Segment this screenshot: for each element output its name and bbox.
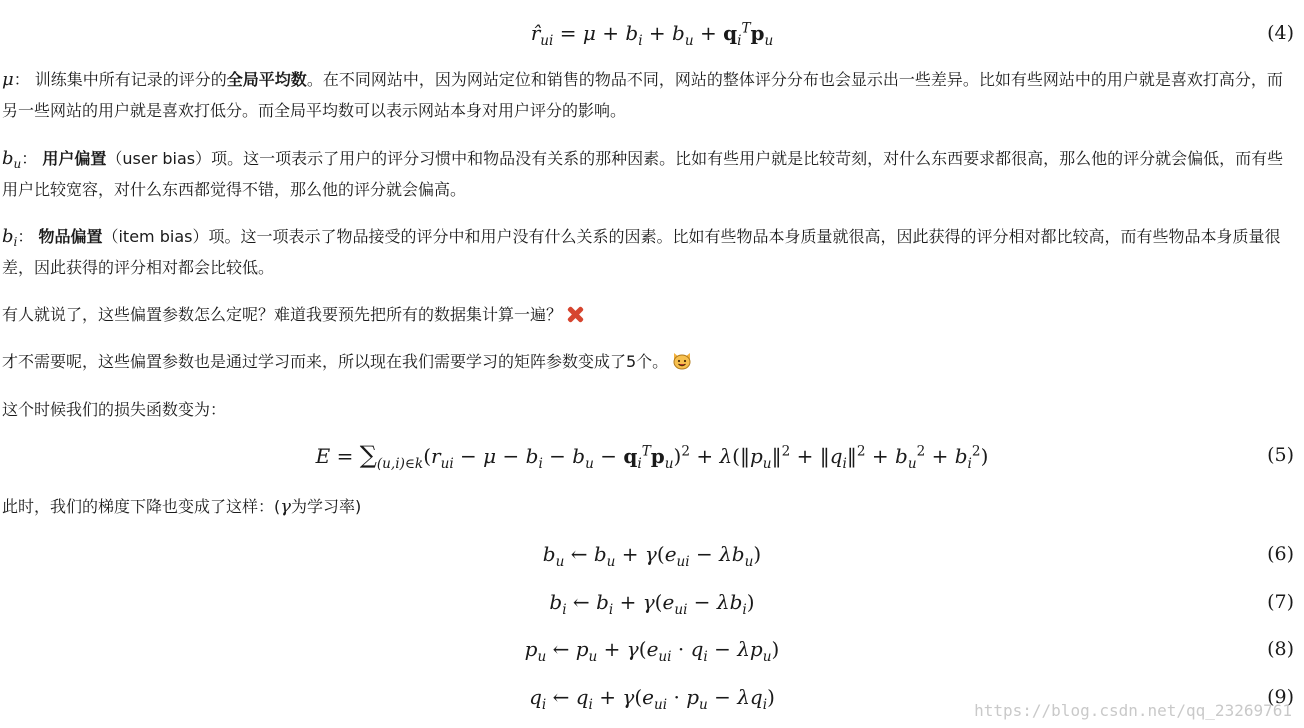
paragraph-answer bbox=[2, 346, 1292, 377]
equation-5-number: (5) bbox=[1267, 444, 1294, 466]
symbol-gamma: γ bbox=[280, 496, 292, 517]
bi-text: （item bias）项。这一项表示了物品接受的评分中和用户没有什么关系的因素。比如有些物品本身质量就很高，因此获得的评分相对都比较高，而有些物品本身质量很差，因此获得的评分相对都会比较低。 bbox=[2, 227, 1281, 277]
equation-4-formula: $r̂_{ui} = \mu + b_i + b_u + q_i^Tp_u$ bbox=[530, 20, 774, 49]
paragraph-item-bias bbox=[2, 221, 1292, 283]
bu-text: （user bias）项。这一项表示了用户的评分习惯中和物品没有关系的那种因素。比如有些用户就是比较苛刻，对什么东西要求都很高，那么他的评分就会偏低，而有些用户比较宽容，对什么东西都觉得不错，那么他的评分就会偏高。 bbox=[2, 149, 1284, 199]
grad-intro-b: 为学习率) bbox=[291, 497, 362, 516]
bi-sep: ： bbox=[17, 227, 39, 246]
grad-intro-a: 此时，我们的梯度下降也变成了这样：( bbox=[2, 497, 281, 516]
mu-text: 。在不同网站中，因为网站定位和销售的物品不同，网站的整体评分分布也会显示出一些差异。比如有些网站中的用户就是喜欢打高分，而另一些网站的用户就是喜欢打低分。而全局平均数可以表示网站本身对用户评分的影响。 bbox=[2, 70, 1283, 120]
symbol-mu: μ bbox=[2, 69, 14, 90]
equation-6-formula: $b_u$ ← $b_u + \gamma(e_{ui} - \lambda b_u)$ bbox=[542, 542, 762, 570]
equation-7-formula: $b_i$ ← $b_i + \gamma(e_{ui} - \lambda b_i)$ bbox=[549, 590, 755, 618]
bu-bold-term: 用户偏置 bbox=[42, 149, 107, 168]
symbol-bu-sub: u bbox=[13, 157, 22, 172]
paragraph-gradient-intro bbox=[2, 491, 1292, 522]
paragraph-mu bbox=[2, 64, 1292, 126]
answer-text: 才不需要呢，这些偏置参数也是通过学习而来，所以现在我们需要学习的矩阵参数变成了5个。 bbox=[2, 352, 669, 371]
mu-sep: ： 训练集中所有记录的评分的 bbox=[13, 70, 227, 89]
equation-9-formula: $q_i$ ← $q_i + \gamma(e_{ui} \cdot p_u - \lambda q_i)$ bbox=[529, 685, 775, 713]
cat-face-icon bbox=[672, 352, 692, 370]
equation-5 bbox=[0, 440, 1304, 470]
equation-8-formula: $p_u$ ← $p_u + \gamma(e_{ui} \cdot q_i - \lambda p_u)$ bbox=[524, 637, 780, 665]
equation-5-formula: $E = \sum_{(u,i)\in k}(r_{ui} - \mu - b_i - b_u - q_i^Tp_u)^2$ + $\lambda(‖p_u‖^2$ + $‖q_i‖^2 + b_u^2 + b_i^2$) bbox=[315, 441, 989, 472]
equation-4 bbox=[0, 18, 1304, 48]
equation-4-number: (4) bbox=[1267, 22, 1294, 44]
paragraph-loss-intro bbox=[2, 394, 1292, 425]
paragraph-user-bias bbox=[2, 143, 1292, 205]
loss-intro-text: 这个时候我们的损失函数变为： bbox=[2, 400, 227, 419]
symbol-bu: b bbox=[2, 148, 14, 169]
equation-8-number: (8) bbox=[1267, 638, 1294, 660]
equation-7-number: (7) bbox=[1267, 591, 1294, 613]
bi-bold-term: 物品偏置 bbox=[38, 227, 103, 246]
equation-6-number: (6) bbox=[1267, 543, 1294, 565]
symbol-bi: b bbox=[2, 226, 14, 247]
mu-bold-term: 全局平均数 bbox=[226, 70, 307, 89]
equation-9-number: (9) bbox=[1267, 686, 1294, 708]
cross-mark-icon bbox=[566, 305, 584, 323]
equation-6 bbox=[0, 539, 1304, 569]
question-text: 有人就说了，这些偏置参数怎么定呢？难道我要预先把所有的数据集计算一遍？ bbox=[2, 305, 563, 324]
equation-8 bbox=[0, 634, 1304, 664]
equation-7 bbox=[0, 587, 1304, 617]
paragraph-question bbox=[2, 299, 1292, 330]
watermark: https://blog.csdn.net/qq_23269761 bbox=[974, 701, 1292, 720]
bu-sep: ： bbox=[21, 149, 43, 168]
symbol-bi-sub: i bbox=[13, 235, 18, 250]
